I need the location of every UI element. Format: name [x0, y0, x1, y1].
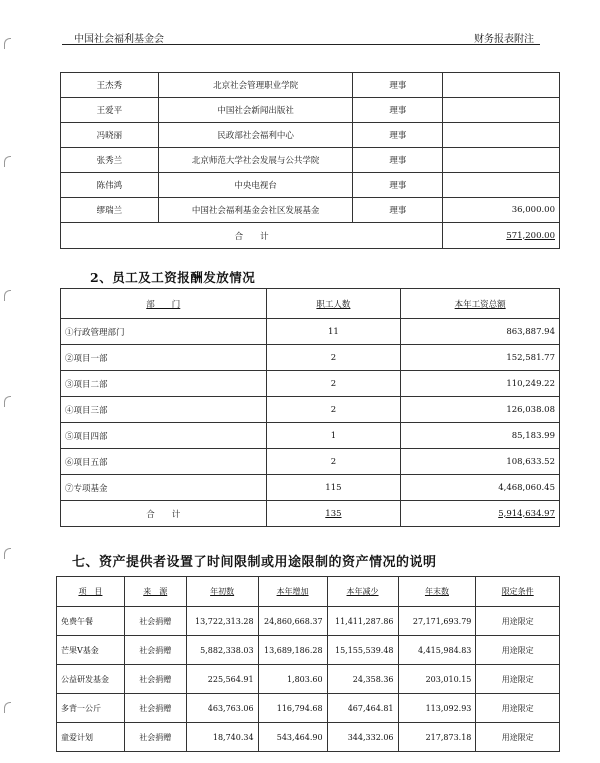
- dept-cell: ⑥项目五部: [61, 449, 267, 475]
- role-cell: 理事: [353, 73, 443, 98]
- header-org: 中国社会福利基金会: [74, 34, 164, 45]
- col-header: 年初数: [186, 577, 258, 607]
- decrease-cell: 24,358.36: [327, 665, 398, 694]
- begin-cell: 225,564.91: [186, 665, 258, 694]
- table-row: [61, 319, 560, 345]
- scan-mark: [4, 548, 11, 559]
- table-row: [61, 449, 560, 475]
- salary-cell: 4,468,060.45: [401, 475, 560, 501]
- col-header: 本年增加: [258, 577, 327, 607]
- section-title-salary: 2、员工及工资报酬发放情况: [90, 270, 256, 285]
- col-header: 来 源: [124, 577, 186, 607]
- table-row: [61, 423, 560, 449]
- condition-cell: 用途限定: [476, 694, 560, 723]
- decrease-cell: 344,332.06: [327, 723, 398, 752]
- begin-cell: 463,763.06: [186, 694, 258, 723]
- table-row: [57, 694, 560, 723]
- org-cell: 中央电视台: [158, 173, 353, 198]
- col-header: 年末数: [398, 577, 476, 607]
- table-row: [61, 148, 560, 173]
- increase-cell: 13,689,186.28: [258, 636, 327, 665]
- dept-cell: ②项目一部: [61, 345, 267, 371]
- condition-cell: 用途限定: [476, 665, 560, 694]
- table-row: [61, 198, 560, 223]
- end-cell: 27,171,693.79: [398, 607, 476, 636]
- table-row: [57, 636, 560, 665]
- org-cell: 中国社会福利基金会社区发展基金: [158, 198, 353, 223]
- salary-cell: 110,249.22: [401, 371, 560, 397]
- total-salary: 5,914,634.97: [401, 501, 560, 527]
- name-cell: 陈伟鸿: [61, 173, 159, 198]
- scan-mark: [4, 290, 11, 301]
- salary-cell: 863,887.94: [401, 319, 560, 345]
- col-header: 限定条件: [476, 577, 560, 607]
- col-header: 本年工资总额: [401, 289, 560, 319]
- role-cell: 理事: [353, 123, 443, 148]
- count-cell: 115: [266, 475, 401, 501]
- table-row: [61, 98, 560, 123]
- name-cell: 缪瑞兰: [61, 198, 159, 223]
- increase-cell: 1,803.60: [258, 665, 327, 694]
- count-cell: 2: [266, 345, 401, 371]
- count-cell: 11: [266, 319, 401, 345]
- role-cell: 理事: [353, 198, 443, 223]
- col-header: 职工人数: [266, 289, 401, 319]
- total-amount: 571,200.00: [443, 223, 560, 249]
- begin-cell: 18,740.34: [186, 723, 258, 752]
- salary-cell: 85,183.99: [401, 423, 560, 449]
- name-cell: 张秀兰: [61, 148, 159, 173]
- scan-mark: [4, 702, 11, 713]
- col-header: 本年减少: [327, 577, 398, 607]
- amount-cell: 36,000.00: [443, 198, 560, 223]
- salary-cell: 126,038.08: [401, 397, 560, 423]
- dept-cell: ⑤项目四部: [61, 423, 267, 449]
- table-row: [57, 607, 560, 636]
- end-cell: 203,010.15: [398, 665, 476, 694]
- table-row: [57, 723, 560, 752]
- amount-cell: [443, 73, 560, 98]
- header-row: [61, 289, 560, 319]
- col-header: 项 目: [57, 577, 125, 607]
- org-cell: 北京师范大学社会发展与公共学院: [158, 148, 353, 173]
- count-cell: 1: [266, 423, 401, 449]
- total-count: 135: [266, 501, 401, 527]
- total-label: 合 计: [61, 501, 267, 527]
- source-cell: 社会捐赠: [124, 723, 186, 752]
- org-cell: 中国社会新闻出版社: [158, 98, 353, 123]
- scan-mark: [4, 396, 11, 407]
- begin-cell: 13,722,313.28: [186, 607, 258, 636]
- amount-cell: [443, 148, 560, 173]
- name-cell: 冯晓丽: [61, 123, 159, 148]
- source-cell: 社会捐赠: [124, 607, 186, 636]
- item-cell: 公益研发基金: [57, 665, 125, 694]
- item-cell: 免费午餐: [57, 607, 125, 636]
- name-cell: 王杰秀: [61, 73, 159, 98]
- count-cell: 2: [266, 397, 401, 423]
- total-label: 合 计: [61, 223, 443, 249]
- table-row: [61, 173, 560, 198]
- item-cell: 多背一公斤: [57, 694, 125, 723]
- scan-mark: [4, 156, 11, 167]
- end-cell: 4,415,984.83: [398, 636, 476, 665]
- begin-cell: 5,882,338.03: [186, 636, 258, 665]
- header-doc-title: 财务报表附注: [474, 34, 534, 45]
- source-cell: 社会捐赠: [124, 694, 186, 723]
- director-table: [60, 72, 560, 249]
- decrease-cell: 15,155,539.48: [327, 636, 398, 665]
- dept-cell: ③项目二部: [61, 371, 267, 397]
- name-cell: 王爱平: [61, 98, 159, 123]
- item-cell: 童爱计划: [57, 723, 125, 752]
- condition-cell: 用途限定: [476, 723, 560, 752]
- section-title-restricted-assets: 七、资产提供者设置了时间限制或用途限制的资产情况的说明: [72, 555, 437, 570]
- role-cell: 理事: [353, 173, 443, 198]
- increase-cell: 116,794.68: [258, 694, 327, 723]
- role-cell: 理事: [353, 148, 443, 173]
- item-cell: 芒果V基金: [57, 636, 125, 665]
- dept-cell: ④项目三部: [61, 397, 267, 423]
- table-row: [61, 123, 560, 148]
- amount-cell: [443, 173, 560, 198]
- role-cell: 理事: [353, 98, 443, 123]
- col-header: 部 门: [61, 289, 267, 319]
- salary-cell: 108,633.52: [401, 449, 560, 475]
- header-row: [57, 577, 560, 607]
- condition-cell: 用途限定: [476, 607, 560, 636]
- increase-cell: 543,464.90: [258, 723, 327, 752]
- salary-cell: 152,581.77: [401, 345, 560, 371]
- org-cell: 北京社会管理职业学院: [158, 73, 353, 98]
- total-row: [61, 223, 560, 249]
- restricted-assets-table: [56, 576, 560, 752]
- table-row: [61, 371, 560, 397]
- source-cell: 社会捐赠: [124, 665, 186, 694]
- decrease-cell: 11,411,287.86: [327, 607, 398, 636]
- increase-cell: 24,860,668.37: [258, 607, 327, 636]
- table-row: [61, 73, 560, 98]
- table-row: [57, 665, 560, 694]
- count-cell: 2: [266, 371, 401, 397]
- table-row: [61, 345, 560, 371]
- salary-table: [60, 288, 560, 527]
- end-cell: 113,092.93: [398, 694, 476, 723]
- condition-cell: 用途限定: [476, 636, 560, 665]
- decrease-cell: 467,464.81: [327, 694, 398, 723]
- org-cell: 民政部社会福利中心: [158, 123, 353, 148]
- table-row: [61, 475, 560, 501]
- amount-cell: [443, 123, 560, 148]
- end-cell: 217,873.18: [398, 723, 476, 752]
- source-cell: 社会捐赠: [124, 636, 186, 665]
- table-row: [61, 397, 560, 423]
- page-header: [62, 28, 540, 45]
- count-cell: 2: [266, 449, 401, 475]
- amount-cell: [443, 98, 560, 123]
- total-row: [61, 501, 560, 527]
- dept-cell: ⑦专项基金: [61, 475, 267, 501]
- dept-cell: ①行政管理部门: [61, 319, 267, 345]
- scan-mark: [4, 38, 11, 49]
